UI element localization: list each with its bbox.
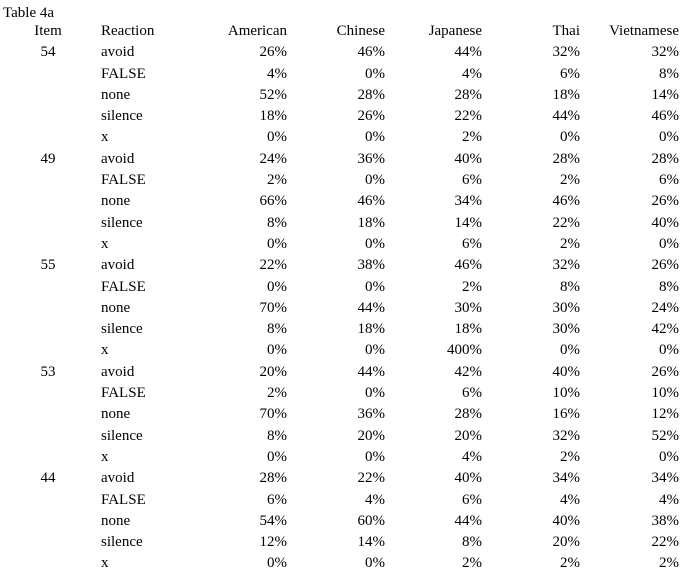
value-cell: 36% (357, 150, 385, 167)
table-row (0, 511, 684, 532)
value-cell: 28% (454, 86, 482, 103)
value-cell: 46% (552, 193, 580, 210)
value-cell: 0% (560, 342, 580, 359)
value-cell: 0% (560, 129, 580, 146)
item-cell (0, 213, 96, 234)
value-cell: 44% (357, 299, 385, 316)
value-cell: 8% (462, 534, 482, 551)
reaction-cell: none (101, 193, 131, 210)
value-cell: 32% (552, 427, 580, 444)
header-row (0, 21, 684, 42)
item-cell (0, 553, 96, 574)
table-row (0, 42, 684, 63)
value-cell: 38% (651, 512, 679, 529)
reaction-cell: silence (101, 427, 143, 444)
value-cell: 18% (454, 321, 482, 338)
value-cell: 26% (259, 44, 287, 61)
value-cell: 2% (560, 235, 580, 252)
value-cell: 8% (267, 427, 287, 444)
reaction-cell: x (101, 555, 109, 572)
item-cell: 55 (40, 257, 56, 274)
value-cell: 66% (259, 193, 287, 210)
item-cell (0, 127, 96, 148)
value-cell: 20% (357, 427, 385, 444)
item-cell (0, 490, 96, 511)
value-cell: 6% (560, 65, 580, 82)
value-cell: 4% (267, 65, 287, 82)
value-cell: 22% (552, 214, 580, 231)
value-cell: 6% (462, 172, 482, 189)
value-cell: 30% (454, 299, 482, 316)
table-row (0, 191, 684, 212)
table-row (0, 85, 684, 106)
value-cell: 0% (659, 129, 679, 146)
value-cell: 14% (454, 214, 482, 231)
item-cell (0, 447, 96, 468)
value-cell: 46% (357, 193, 385, 210)
value-cell: 2% (462, 129, 482, 146)
column-header-reaction: Reaction (101, 23, 155, 39)
reaction-cell: none (101, 86, 131, 103)
item-cell: 49 (40, 150, 56, 167)
item-cell (0, 85, 96, 106)
column-header-japanese: Japanese (428, 23, 482, 39)
value-cell: 2% (659, 555, 679, 572)
reaction-cell: FALSE (101, 172, 146, 189)
table-row (0, 234, 684, 255)
value-cell: 18% (259, 108, 287, 125)
value-cell: 30% (552, 299, 580, 316)
value-cell: 2% (267, 172, 287, 189)
table-row (0, 426, 684, 447)
item-cell (0, 404, 96, 425)
value-cell: 12% (259, 534, 287, 551)
item-cell (0, 532, 96, 553)
value-cell: 0% (365, 342, 385, 359)
table-row (0, 255, 684, 276)
table-row (0, 149, 684, 170)
value-cell: 40% (552, 363, 580, 380)
value-cell: 26% (651, 363, 679, 380)
value-cell: 28% (259, 470, 287, 487)
table-row (0, 170, 684, 191)
reaction-cell: none (101, 406, 131, 423)
value-cell: 28% (454, 406, 482, 423)
reaction-cell: silence (101, 108, 143, 125)
value-cell: 26% (651, 193, 679, 210)
value-cell: 20% (552, 534, 580, 551)
value-cell: 0% (267, 342, 287, 359)
value-cell: 24% (651, 299, 679, 316)
value-cell: 0% (365, 448, 385, 465)
table-row (0, 340, 684, 361)
column-header-vietnamese: Vietnamese (609, 23, 679, 39)
value-cell: 0% (659, 448, 679, 465)
reaction-cell: none (101, 512, 131, 529)
value-cell: 0% (365, 172, 385, 189)
value-cell: 44% (552, 108, 580, 125)
value-cell: 8% (560, 278, 580, 295)
item-cell (0, 298, 96, 319)
value-cell: 28% (651, 150, 679, 167)
value-cell: 28% (552, 150, 580, 167)
reaction-cell: avoid (101, 150, 135, 167)
value-cell: 22% (454, 108, 482, 125)
table-row (0, 213, 684, 234)
reaction-cell: avoid (101, 470, 135, 487)
item-cell (0, 319, 96, 340)
reaction-cell: FALSE (101, 65, 146, 82)
reaction-cell: FALSE (101, 385, 146, 402)
value-cell: 0% (365, 129, 385, 146)
reaction-cell: x (101, 129, 109, 146)
column-header-american: American (227, 23, 287, 39)
value-cell: 36% (357, 406, 385, 423)
value-cell: 0% (267, 278, 287, 295)
value-cell: 42% (454, 363, 482, 380)
item-cell (0, 234, 96, 255)
item-cell (0, 106, 96, 127)
reaction-cell: avoid (101, 257, 135, 274)
item-cell: 54 (40, 44, 56, 61)
value-cell: 30% (552, 321, 580, 338)
value-cell: 0% (267, 129, 287, 146)
value-cell: 20% (454, 427, 482, 444)
value-cell: 10% (651, 385, 679, 402)
value-cell: 34% (651, 470, 679, 487)
value-cell: 0% (267, 235, 287, 252)
reaction-cell: avoid (101, 363, 135, 380)
table-row (0, 553, 684, 574)
value-cell: 18% (552, 86, 580, 103)
value-cell: 42% (651, 321, 679, 338)
value-cell: 2% (462, 555, 482, 572)
value-cell: 12% (651, 406, 679, 423)
value-cell: 18% (357, 321, 385, 338)
value-cell: 24% (259, 150, 287, 167)
table-title: Table 4a (3, 5, 55, 21)
value-cell: 0% (365, 235, 385, 252)
reaction-cell: avoid (101, 44, 135, 61)
value-cell: 0% (267, 448, 287, 465)
value-cell: 38% (357, 257, 385, 274)
value-cell: 8% (659, 278, 679, 295)
table-row (0, 298, 684, 319)
item-cell (0, 340, 96, 361)
item-cell (0, 170, 96, 191)
value-cell: 10% (552, 385, 580, 402)
table-row (0, 468, 684, 489)
item-cell (0, 191, 96, 212)
value-cell: 0% (659, 235, 679, 252)
value-cell: 0% (365, 65, 385, 82)
value-cell: 8% (267, 214, 287, 231)
value-cell: 2% (560, 172, 580, 189)
value-cell: 0% (659, 342, 679, 359)
value-cell: 6% (267, 491, 287, 508)
table-row (0, 277, 684, 298)
reaction-cell: FALSE (101, 491, 146, 508)
value-cell: 44% (454, 44, 482, 61)
value-cell: 26% (357, 108, 385, 125)
value-cell: 70% (259, 299, 287, 316)
value-cell: 4% (462, 448, 482, 465)
value-cell: 6% (659, 172, 679, 189)
value-cell: 2% (560, 555, 580, 572)
table-row (0, 404, 684, 425)
value-cell: 8% (267, 321, 287, 338)
value-cell: 44% (357, 363, 385, 380)
reaction-cell: silence (101, 534, 143, 551)
value-cell: 6% (462, 235, 482, 252)
value-cell: 70% (259, 406, 287, 423)
table-row (0, 106, 684, 127)
item-cell (0, 511, 96, 532)
reaction-cell: silence (101, 321, 143, 338)
value-cell: 28% (357, 86, 385, 103)
table-row (0, 383, 684, 404)
value-cell: 40% (651, 214, 679, 231)
value-cell: 8% (659, 65, 679, 82)
item-cell: 53 (40, 363, 56, 380)
item-cell (0, 426, 96, 447)
value-cell: 2% (267, 385, 287, 402)
value-cell: 46% (357, 44, 385, 61)
value-cell: 0% (267, 555, 287, 572)
value-cell: 44% (454, 512, 482, 529)
value-cell: 22% (651, 534, 679, 551)
value-cell: 34% (552, 470, 580, 487)
value-cell: 32% (552, 257, 580, 274)
column-header-thai: Thai (552, 23, 580, 39)
value-cell: 0% (365, 385, 385, 402)
value-cell: 40% (454, 470, 482, 487)
value-cell: 14% (651, 86, 679, 103)
value-cell: 40% (552, 512, 580, 529)
value-cell: 0% (365, 555, 385, 572)
value-cell: 4% (365, 491, 385, 508)
item-cell (0, 383, 96, 404)
table-row (0, 64, 684, 85)
item-cell (0, 64, 96, 85)
table-row (0, 319, 684, 340)
value-cell: 46% (651, 108, 679, 125)
column-header-chinese: Chinese (336, 23, 385, 39)
table-row (0, 447, 684, 468)
data-table (0, 21, 684, 575)
value-cell: 52% (259, 86, 287, 103)
table-row (0, 362, 684, 383)
table-row (0, 532, 684, 553)
value-cell: 16% (552, 406, 580, 423)
table-row (0, 127, 684, 148)
value-cell: 60% (357, 512, 385, 529)
value-cell: 0% (365, 278, 385, 295)
table-row (0, 490, 684, 511)
value-cell: 2% (560, 448, 580, 465)
value-cell: 4% (462, 65, 482, 82)
value-cell: 46% (454, 257, 482, 274)
item-cell: 44 (40, 470, 56, 487)
value-cell: 22% (259, 257, 287, 274)
value-cell: 40% (454, 150, 482, 167)
value-cell: 52% (651, 427, 679, 444)
column-header-item: Item (34, 23, 62, 39)
reaction-cell: FALSE (101, 278, 146, 295)
value-cell: 18% (357, 214, 385, 231)
value-cell: 26% (651, 257, 679, 274)
value-cell: 4% (560, 491, 580, 508)
reaction-cell: x (101, 448, 109, 465)
value-cell: 22% (357, 470, 385, 487)
value-cell: 32% (552, 44, 580, 61)
item-cell (0, 277, 96, 298)
reaction-cell: none (101, 299, 131, 316)
value-cell: 34% (454, 193, 482, 210)
reaction-cell: x (101, 342, 109, 359)
value-cell: 32% (651, 44, 679, 61)
value-cell: 400% (447, 342, 482, 359)
value-cell: 14% (357, 534, 385, 551)
value-cell: 6% (462, 385, 482, 402)
reaction-cell: x (101, 235, 109, 252)
value-cell: 20% (259, 363, 287, 380)
reaction-cell: silence (101, 214, 143, 231)
value-cell: 4% (659, 491, 679, 508)
value-cell: 6% (462, 491, 482, 508)
value-cell: 2% (462, 278, 482, 295)
value-cell: 54% (259, 512, 287, 529)
